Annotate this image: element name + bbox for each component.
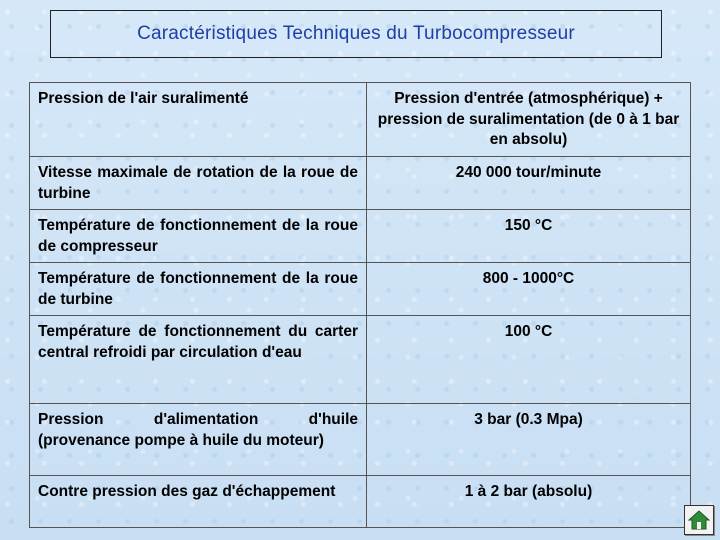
home-icon: [688, 509, 710, 531]
row-label: Vitesse maximale de rotation de la roue de turbine: [30, 157, 367, 210]
row-value: 150 °C: [367, 210, 691, 263]
row-value: 3 bar (0.3 Mpa): [367, 404, 691, 476]
table-row: [30, 263, 691, 316]
row-value: 800 - 1000°C: [367, 263, 691, 316]
row-label: Contre pression des gaz d'échappement: [30, 476, 367, 528]
home-button[interactable]: [684, 505, 714, 535]
row-label: Pression d'alimentation d'huile (provenance pompe à huile du moteur): [30, 404, 367, 476]
row-value: 1 à 2 bar (absolu): [367, 476, 691, 528]
table-row: [30, 316, 691, 404]
table-row: [30, 210, 691, 263]
row-value: 240 000 tour/minute: [367, 157, 691, 210]
row-label: Température de fonctionnement du carter central refroidi par circulation d'eau: [30, 316, 367, 404]
row-value: Pression d'entrée (atmosphérique) + pression de suralimentation (de 0 à 1 bar en absolu): [367, 83, 691, 157]
specs-table: [29, 82, 691, 528]
row-value: 100 °C: [367, 316, 691, 404]
title-box: [50, 10, 662, 58]
table-row: [30, 157, 691, 210]
row-label: Température de fonctionnement de la roue de compresseur: [30, 210, 367, 263]
table-row: [30, 476, 691, 528]
row-label: Température de fonctionnement de la roue de turbine: [30, 263, 367, 316]
row-label: Pression de l'air suralimenté: [30, 83, 367, 157]
table-row: [30, 404, 691, 476]
page-title: Caractéristiques Techniques du Turbocompresseur: [137, 23, 575, 44]
table-row: [30, 83, 691, 157]
